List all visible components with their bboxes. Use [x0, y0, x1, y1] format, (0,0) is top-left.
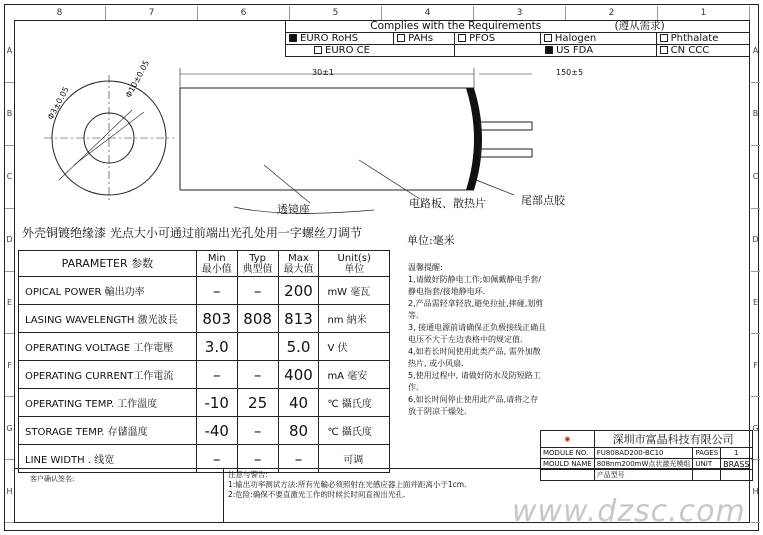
- param-typ: [237, 333, 278, 361]
- site-watermark: www.dzsc.com: [512, 494, 746, 529]
- note-line: 放于阴凉干燥处.: [408, 407, 467, 416]
- note-line: 等.: [408, 311, 419, 320]
- param-min: 3.0: [196, 333, 237, 361]
- compliance-item: [455, 45, 657, 57]
- table-row: [19, 305, 390, 333]
- param-unit: V 伏: [319, 333, 390, 361]
- zone-letter: D: [5, 209, 14, 272]
- compliance-item: [286, 45, 455, 57]
- header-max: [278, 251, 319, 277]
- zone-letter: H: [5, 460, 14, 523]
- compliance-item: [656, 45, 749, 57]
- zone-letter: B: [751, 83, 760, 146]
- dim-outer-diameter: Φ10±0.05: [124, 58, 152, 100]
- compliance-label: PAHs: [408, 33, 434, 44]
- note-line: 6,如长时间停止使用此产品,请将之存: [408, 395, 539, 404]
- zone-number: 3: [474, 6, 566, 20]
- param-unit: mW 毫瓦: [319, 277, 390, 305]
- param-unit: nm 納米: [319, 305, 390, 333]
- company-name: 深圳市富晶科技有限公司: [594, 431, 752, 448]
- param-typ: 808: [237, 305, 278, 333]
- customer-signature-label: 客户确认签名:: [30, 475, 75, 483]
- checkbox-empty-icon: [544, 34, 552, 42]
- zone-letter: F: [751, 334, 760, 397]
- param-name: OPICAL POWER 輸出功率: [19, 277, 197, 305]
- checkbox-checked-icon: [289, 34, 297, 42]
- left-zone-ruler: [5, 20, 14, 523]
- checkbox-empty-icon: [660, 34, 668, 42]
- note-line: 作.: [408, 383, 419, 392]
- compliance-label: PFOS: [469, 33, 496, 44]
- compliance-label: Halogen: [554, 33, 597, 44]
- checkbox-empty-icon: [458, 34, 466, 42]
- checkbox-empty-icon: [660, 46, 668, 54]
- unit-label: UNIT: [693, 459, 721, 470]
- param-unit: 可调: [319, 445, 390, 473]
- param-name: STORAGE TEMP. 存儲溫度: [19, 417, 197, 445]
- compliance-item: [540, 33, 656, 45]
- pages-label: PAGES: [693, 448, 721, 459]
- param-max: 80: [278, 417, 319, 445]
- compliance-label: Phthalate: [670, 33, 719, 44]
- notes-title: 温馨提醒:: [408, 263, 443, 272]
- header-min-cn: 最小值: [201, 263, 232, 275]
- zone-letter: E: [5, 272, 14, 335]
- header-unit-cn: 单位: [344, 263, 365, 275]
- zone-letter: H: [751, 460, 760, 523]
- compliance-title: Complies with the Requirements: [370, 20, 542, 32]
- table-row: [19, 277, 390, 305]
- company-logo-icon: ◉: [541, 431, 595, 448]
- compliance-label: US FDA: [556, 45, 594, 56]
- zone-letter: A: [751, 20, 760, 83]
- housing-description: 外壳铜镀绝缘漆 光点大小可通过前端出光孔处用一字螺丝刀调节: [22, 226, 362, 240]
- compliance-label: CN CCC: [670, 45, 710, 56]
- param-unit: ℃ 攝氏度: [319, 389, 390, 417]
- zone-letter: F: [5, 334, 14, 397]
- header-typ: [237, 251, 278, 277]
- parameter-header-row: [19, 251, 390, 277]
- zone-number: 4: [382, 6, 474, 20]
- param-unit: ℃ 攝氏度: [319, 417, 390, 445]
- module-no: FU808AD200-BC10: [594, 448, 693, 459]
- warning-line: 1:输出功率测试方法:所有光輸必须照射在光感应器上面并距离小于1cm.: [228, 480, 467, 489]
- header-max-en: Max: [288, 252, 309, 264]
- param-min: –: [196, 445, 237, 473]
- param-typ: 25: [237, 389, 278, 417]
- mould-name-label: MOULD NAME: [541, 459, 595, 470]
- checkbox-empty-icon: [314, 46, 322, 54]
- part-label: 产品型号: [594, 470, 693, 481]
- table-row: [19, 333, 390, 361]
- zone-number: 1: [658, 6, 750, 20]
- dim-length: 30±1: [312, 68, 334, 77]
- wire-lower: [480, 149, 532, 157]
- param-max: 813: [278, 305, 319, 333]
- dim-wire: 150±5: [556, 68, 584, 77]
- material-value: BRASS: [721, 459, 752, 470]
- header-parameter: PARAMETER 参数: [19, 251, 197, 277]
- module-no-label: MODULE NO.: [541, 448, 595, 459]
- param-max: 40: [278, 389, 319, 417]
- note-line: 电压不大于左边表格中的规定值.: [408, 335, 523, 344]
- warning-block: [228, 470, 538, 500]
- wire-upper: [480, 122, 532, 130]
- param-min: -40: [196, 417, 237, 445]
- label-lens-holder: 透镜座: [277, 203, 310, 216]
- header-typ-en: Typ: [249, 252, 267, 264]
- param-typ: –: [237, 417, 278, 445]
- tail-glue-shape: [466, 88, 482, 190]
- table-row: [19, 361, 390, 389]
- param-name: LINE WIDTH . 线宽: [19, 445, 197, 473]
- pages-value: 1: [721, 448, 752, 459]
- param-max: 5.0: [278, 333, 319, 361]
- note-line: 4,如若长时间使用此类产品, 需外加散: [408, 347, 541, 356]
- param-min: –: [196, 277, 237, 305]
- zone-letter: G: [5, 397, 14, 460]
- compliance-label: EURO RoHS: [300, 33, 359, 44]
- param-typ: –: [237, 445, 278, 473]
- zone-letter: B: [5, 83, 14, 146]
- note-line: 静电指套/接地静电环.: [408, 287, 486, 296]
- note-line: 1,请做好防静电工作;如佩戴静电手套/: [408, 275, 542, 284]
- zone-number: 6: [198, 6, 290, 20]
- module-name: 808nm200mW点状激光模组: [594, 459, 693, 470]
- note-line: 3, 接通电源前请确保正负极接线正确且: [408, 323, 547, 332]
- compliance-item: [286, 33, 394, 45]
- table-row: [19, 389, 390, 417]
- zone-letter: C: [5, 146, 14, 209]
- unit-note: 单位:毫米: [407, 234, 455, 247]
- label-pcb-heatsink: 电路板、散热片: [409, 197, 486, 210]
- note-line: 2,产品需轻拿轻放,避免拉扯,摔碰,划剪: [408, 299, 544, 308]
- param-max: 200: [278, 277, 319, 305]
- dim-inner-diameter: Φ3±0.05: [46, 85, 71, 122]
- param-typ: –: [237, 361, 278, 389]
- compliance-title-cell: [286, 21, 750, 33]
- param-name: OPERATING CURRENT工作電流: [19, 361, 197, 389]
- param-unit: mA 毫安: [319, 361, 390, 389]
- compliance-item: [455, 33, 541, 45]
- note-line: 热片, 或小风扇.: [408, 359, 464, 368]
- zone-letter: A: [5, 20, 14, 83]
- param-min: –: [196, 361, 237, 389]
- header-typ-cn: 典型值: [242, 263, 273, 275]
- label-tail-glue: 尾部点胶: [521, 194, 565, 207]
- table-row: [19, 417, 390, 445]
- param-min: 803: [196, 305, 237, 333]
- header-unit-en: Unit(s): [337, 252, 371, 264]
- param-typ: –: [237, 277, 278, 305]
- param-max: 400: [278, 361, 319, 389]
- zone-letter: D: [751, 209, 760, 272]
- zone-number: 7: [106, 6, 198, 20]
- compliance-table: [285, 20, 750, 57]
- checkbox-empty-icon: [397, 34, 405, 42]
- zone-letter: G: [751, 397, 760, 460]
- handling-notes: [408, 262, 583, 418]
- zone-number: 2: [566, 6, 658, 20]
- param-max: –: [278, 445, 319, 473]
- header-max-cn: 最大值: [283, 263, 314, 275]
- module-body: [180, 68, 532, 213]
- zone-number: 8: [14, 6, 106, 20]
- warning-line: 2:危险:确保不要直激光工作的时候长时间直视出光孔.: [228, 490, 406, 499]
- warning-title: 注意与警告:: [228, 470, 269, 479]
- header-min-en: Min: [207, 252, 226, 264]
- note-line: 5,使用过程中, 请做好防水及防短路工: [408, 371, 541, 380]
- param-name: LASING WAVELENGTH 激光波長: [19, 305, 197, 333]
- param-name: OPERATING TEMP. 工作溫度: [19, 389, 197, 417]
- compliance-label: EURO CE: [325, 45, 370, 56]
- compliance-item: [656, 33, 749, 45]
- header-unit: [319, 251, 390, 277]
- header-min: [196, 251, 237, 277]
- checkbox-checked-icon: [545, 46, 553, 54]
- top-zone-ruler: [14, 6, 750, 20]
- param-name: OPERATING VOLTAGE 工作電壓: [19, 333, 197, 361]
- zone-letter: E: [751, 272, 760, 335]
- parameter-table: [18, 250, 390, 473]
- param-min: -10: [196, 389, 237, 417]
- compliance-title-note: (遵从需求): [614, 20, 665, 32]
- zone-letter: C: [751, 146, 760, 209]
- compliance-item: [394, 33, 455, 45]
- zone-number: 5: [290, 6, 382, 20]
- title-block: [540, 430, 753, 481]
